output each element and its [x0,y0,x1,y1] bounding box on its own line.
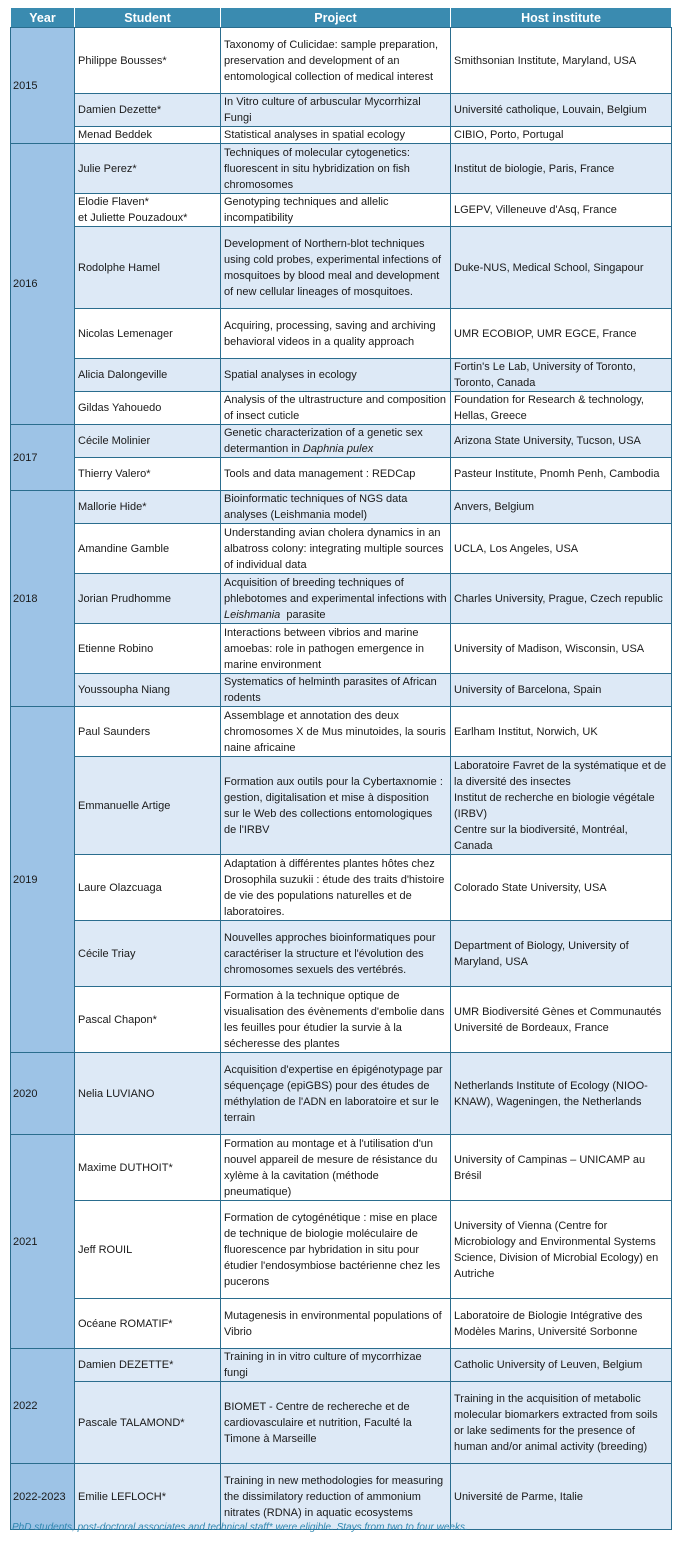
host-institute-cell: UCLA, Los Angeles, USA [451,524,672,574]
header-year: Year [11,8,75,28]
host-institute-cell: Université catholique, Louvain, Belgium [451,94,672,127]
table-row [11,127,672,144]
host-institute-cell: Smithsonian Institute, Maryland, USA [451,28,672,94]
host-institute-cell: Pasteur Institute, Pnomh Penh, Cambodia [451,458,672,491]
project-cell [221,574,451,624]
student-cell: Youssoupha Niang [75,674,221,707]
footnote: PhD students, post-doctoral associates and technical staff* were eligible. Stays from two to four weeks. [12,1522,468,1533]
project-cell: Understanding avian cholera dynamics in an albatross colony: integrating multiple sources of individual data [221,524,451,574]
host-institute-cell: Charles University, Prague, Czech republic [451,574,672,624]
student-cell: Paul Saunders [75,707,221,757]
table-row [11,1349,672,1382]
project-cell: Techniques of molecular cytogenetics: fluorescent in situ hybridization on fish chromosomes [221,144,451,194]
project-text: Genetic characterization of a genetic sex determantion in [224,427,423,455]
host-institute-cell: Anvers, Belgium [451,491,672,524]
table-row [11,28,672,94]
student-cell: Gildas Yahouedo [75,392,221,425]
table-row [11,855,672,921]
table-row [11,624,672,674]
project-cell: Acquiring, processing, saving and archiving behavioral videos in a quality approach [221,309,451,359]
project-cell: Acquisition d'expertise en épigénotypage par séquençage (epiGBS) pour des études de méthylation de l'ADN en laboratoire et sur le terrain [221,1053,451,1135]
host-institute-cell: Institut de biologie, Paris, France [451,144,672,194]
table-row [11,1201,672,1299]
host-institute-cell: Fortin's Le Lab, University of Toronto, Toronto, Canada [451,359,672,392]
table-row [11,757,672,855]
host-institute-cell: Colorado State University, USA [451,855,672,921]
host-institute-cell: University of Madison, Wisconsin, USA [451,624,672,674]
student-cell: Maxime DUTHOIT* [75,1135,221,1201]
year-cell: 2016 [11,144,75,425]
table-row [11,1053,672,1135]
header-host-institute: Host institute [451,8,672,28]
project-cell: Training in new methodologies for measuring the dissimilatory reduction of ammonium nitrates (RDNA) in aquatic ecosystems [221,1464,451,1530]
table-row [11,1299,672,1349]
student-cell: Jorian Prudhomme [75,574,221,624]
year-cell: 2022 [11,1349,75,1464]
host-institute-cell: LGEPV, Villeneuve d'Asq, France [451,194,672,227]
header-student: Student [75,8,221,28]
project-cell: Tools and data management : REDCap [221,458,451,491]
year-cell: 2015 [11,28,75,144]
student-cell: Rodolphe Hamel [75,227,221,309]
header-row [11,8,672,28]
year-cell: 2022-2023 [11,1464,75,1530]
table-row [11,1464,672,1530]
student-cell: Laure Olazcuaga [75,855,221,921]
host-institute-cell: University of Campinas – UNICAMP au Brésil [451,1135,672,1201]
host-institute-cell: Duke-NUS, Medical School, Singapour [451,227,672,309]
project-cell: Formation à la technique optique de visualisation des évènements d'embolie dans les feuilles pour étudier la survie à la sécheresse des plantes [221,987,451,1053]
host-institute-cell: Laboratoire Favret de la systématique et de la diversité des insectes Institut de recherche en biologie végétale (IRBV) Centre sur la biodiversité, Montréal, Canada [451,757,672,855]
host-institute-cell: CIBIO, Porto, Portugal [451,127,672,144]
student-cell: Amandine Gamble [75,524,221,574]
project-cell: Taxonomy of Culicidae: sample preparation, preservation and development of an entomological collection of medical interest [221,28,451,94]
student-cell: Nicolas Lemenager [75,309,221,359]
project-cell: Interactions between vibrios and marine amoebas: role in pathogen emergence in marine environment [221,624,451,674]
table-row [11,194,672,227]
student-cell: Mallorie Hide* [75,491,221,524]
student-cell: Océane ROMATIF* [75,1299,221,1349]
host-institute-cell: Arizona State University, Tucson, USA [451,425,672,458]
host-institute-cell: Department of Biology, University of Maryland, USA [451,921,672,987]
table-row [11,674,672,707]
student-cell: Nelia LUVIANO [75,1053,221,1135]
project-cell: Mutagenesis in environmental populations of Vibrio [221,1299,451,1349]
host-institute-cell: Earlham Institut, Norwich, UK [451,707,672,757]
student-cell: Philippe Bousses* [75,28,221,94]
project-cell: Assemblage et annotation des deux chromosomes X de Mus minutoides, la souris naine africaine [221,707,451,757]
project-cell: Nouvelles approches bioinformatiques pour caractériser la structure et l'évolution des chromosomes sexuels des vertébrés. [221,921,451,987]
project-cell: Formation de cytogénétique : mise en place de technique de biologie moléculaire de fluorescence par hybridation in situ pour étudier l'endosymbiose bactérienne chez les pucerons [221,1201,451,1299]
exchange-table [10,7,672,1530]
host-institute-cell: University of Barcelona, Spain [451,674,672,707]
student-cell: Pascal Chapon* [75,987,221,1053]
table-row [11,94,672,127]
project-cell: In Vitro culture of arbuscular Mycorrhizal Fungi [221,94,451,127]
project-species-name: Leishmania [224,608,281,621]
host-institute-cell: Netherlands Institute of Ecology (NIOO-KNAW), Wageningen, the Netherlands [451,1053,672,1135]
project-cell: Formation au montage et à l'utilisation d'un nouvel appareil de mesure de résistance du xylème à la cavitation (méthode pneumatique) [221,1135,451,1201]
table-row [11,491,672,524]
table-row [11,425,672,458]
project-cell: Analysis of the ultrastructure and composition of insect cuticle [221,392,451,425]
year-cell: 2017 [11,425,75,491]
table-row [11,1382,672,1464]
host-institute-cell: Training in the acquisition of metabolic molecular biomarkers extracted from soils or lake sediments for the presence of human and/or animal activity (breeding) [451,1382,672,1464]
student-cell: Cécile Triay [75,921,221,987]
student-cell: Etienne Robino [75,624,221,674]
project-cell: Genotyping techniques and allelic incompatibility [221,194,451,227]
host-institute-cell: Foundation for Research & technology, Hellas, Greece [451,392,672,425]
project-cell: Training in in vitro culture of mycorrhizae fungi [221,1349,451,1382]
project-cell: BIOMET - Centre de rechereche et de cardiovasculaire et nutrition, Faculté la Timone à Marseille [221,1382,451,1464]
table-row [11,227,672,309]
project-cell: Adaptation à différentes plantes hôtes chez Drosophila suzukii : étude des traits d'histoire de vie des populations naturelles et de laboratoires. [221,855,451,921]
student-cell: Jeff ROUIL [75,1201,221,1299]
table-row [11,1135,672,1201]
project-cell: Bioinformatic techniques of NGS data analyses (Leishmania model) [221,491,451,524]
year-cell: 2020 [11,1053,75,1135]
project-cell: Formation aux outils pour la Cybertaxnomie : gestion, digitalisation et mise à disposition sur le Web des collections entomologiques de l'IRBV [221,757,451,855]
student-cell: Menad Beddek [75,127,221,144]
table-row [11,144,672,194]
project-cell: Spatial analyses in ecology [221,359,451,392]
host-institute-cell: Université de Parme, Italie [451,1464,672,1530]
year-cell: 2021 [11,1135,75,1349]
host-institute-cell: University of Vienna (Centre for Microbiology and Environmental Systems Science, Division of Microbial Ecology) en Autriche [451,1201,672,1299]
table-row [11,309,672,359]
header-project: Project [221,8,451,28]
student-cell: Pascale TALAMOND* [75,1382,221,1464]
project-cell: Development of Northern-blot techniques using cold probes, experimental infections of mosquitoes by blood meal and development of new cellular lineages of mosquitoes. [221,227,451,309]
student-cell: Cécile Molinier [75,425,221,458]
student-cell: Alicia Dalongeville [75,359,221,392]
table-row [11,921,672,987]
table-row [11,574,672,624]
host-institute-cell: UMR Biodiversité Gènes et Communautés Université de Bordeaux, France [451,987,672,1053]
year-cell: 2018 [11,491,75,707]
student-cell: Thierry Valero* [75,458,221,491]
table-row [11,392,672,425]
table-row [11,359,672,392]
student-cell: Emmanuelle Artige [75,757,221,855]
table-row [11,707,672,757]
table-row [11,524,672,574]
project-cell: Systematics of helminth parasites of African rodents [221,674,451,707]
student-cell: Damien DEZETTE* [75,1349,221,1382]
table-row [11,987,672,1053]
project-text: parasite [280,608,326,621]
host-institute-cell: Catholic University of Leuven, Belgium [451,1349,672,1382]
host-institute-cell: UMR ECOBIOP, UMR EGCE, France [451,309,672,359]
student-cell: Julie Perez* [75,144,221,194]
student-cell: Elodie Flaven* et Juliette Pouzadoux* [75,194,221,227]
student-cell: Emilie LEFLOCH* [75,1464,221,1530]
project-cell: Statistical analyses in spatial ecology [221,127,451,144]
project-cell [221,425,451,458]
host-institute-cell: Laboratoire de Biologie Intégrative des Modèles Marins, Université Sorbonne [451,1299,672,1349]
project-text: Acquisition of breeding techniques of phlebotomes and experimental infections with [224,576,447,605]
project-species-name: Daphnia pulex [302,443,374,455]
table-row [11,458,672,491]
student-cell: Damien Dezette* [75,94,221,127]
year-cell: 2019 [11,707,75,1053]
